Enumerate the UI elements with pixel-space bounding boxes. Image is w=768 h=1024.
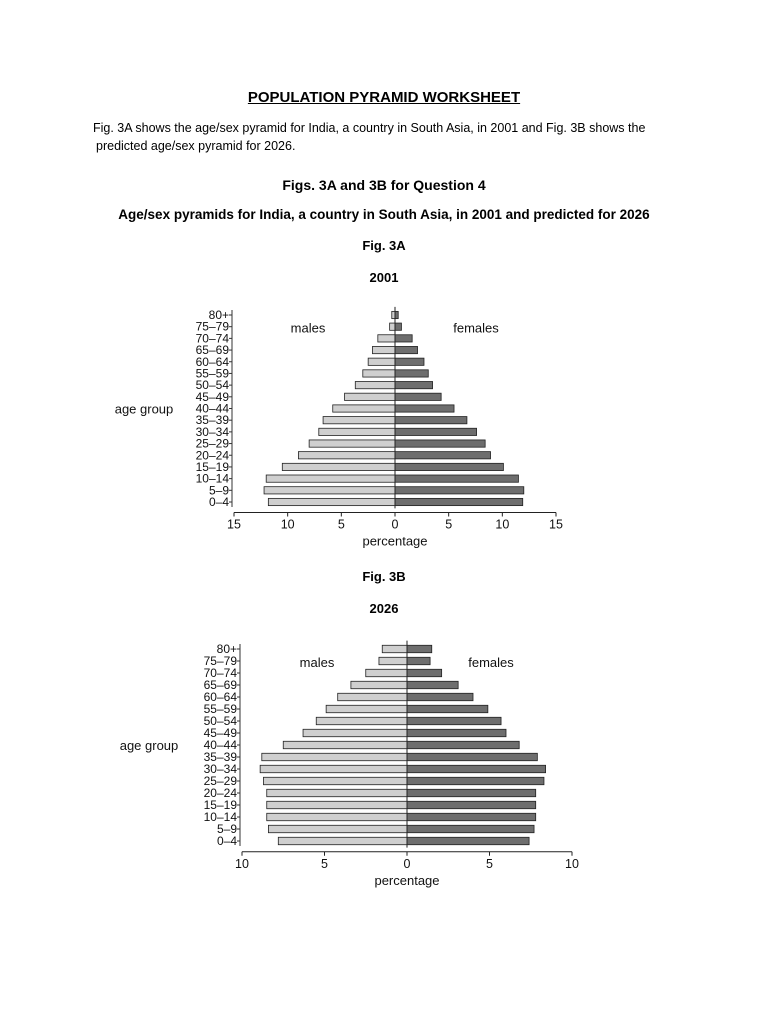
worksheet-title: POPULATION PYRAMID WORKSHEET [247,89,521,106]
female-bar [395,335,412,342]
female-bar [395,382,433,389]
age-group-label: 70–74 [195,331,229,346]
female-bar [395,487,524,494]
male-bar [368,358,395,365]
male-bar [355,382,395,389]
age-group-label: 0–4 [216,834,237,848]
male-bar [319,428,395,435]
age-axis-bracket [229,310,232,507]
x-tick-label: 10 [565,856,579,871]
female-bar [395,498,523,505]
female-bar [395,452,491,459]
male-bar [260,765,407,772]
age-group-label: 60–64 [203,690,237,704]
x-axis-label: percentage [362,533,428,549]
age-group-label: 50–54 [203,714,237,728]
age-group-label: 35–39 [195,413,229,428]
female-bar [407,765,546,772]
female-bar [395,405,454,412]
female-bar [407,681,458,688]
pyramid-chart-2026 [0,636,768,896]
male-bar [298,452,395,459]
female-bar [407,777,544,784]
male-bar [363,370,395,377]
x-tick-label: 10 [280,517,295,532]
age-group-label: 30–34 [195,424,229,439]
pyramid-chart-2001 [0,300,768,560]
age-group-label: 40–44 [195,401,229,416]
age-group-label: 10–14 [195,471,229,486]
age-group-label: 65–69 [203,678,237,692]
age-group-label: 60–64 [195,354,229,369]
x-tick-label: 10 [495,517,510,532]
age-group-label: 15–19 [195,459,229,474]
female-bar [395,428,477,435]
male-bar [379,657,407,664]
female-bar [407,717,501,724]
females-label: females [468,655,514,670]
male-bar [268,825,407,832]
female-bar [395,393,441,400]
x-tick-label: 0 [403,856,411,871]
female-bar [407,753,537,760]
x-tick-label: 5 [445,517,453,532]
fig-3b-label: Fig. 3B [362,569,406,584]
male-bar [282,463,395,470]
females-label: females [453,320,499,336]
male-bar [316,717,407,724]
age-group-label: 55–59 [203,702,237,716]
male-bar [263,777,407,784]
female-bar [407,729,506,736]
age-group-label: 10–14 [203,810,237,824]
female-bar [407,801,536,808]
male-bar [345,393,395,400]
age-group-label: 50–54 [195,378,229,393]
female-bar [407,645,432,652]
male-bar [278,837,407,844]
age-group-label: 45–49 [195,389,229,404]
fig-3a-year: 2001 [369,270,399,285]
intro-paragraph: Fig. 3A shows the age/sex pyramid for India, a country in South Asia, in 2001 and Fig. 3B shows the predicted age/sex pyramid for 2026. [93,121,646,153]
age-group-label: 40–44 [203,738,237,752]
age-axis-bracket [237,644,240,846]
female-bar [407,789,536,796]
age-group-label: 30–34 [203,762,237,776]
male-bar [309,440,395,447]
female-bar [395,417,467,424]
x-tick-label: 0 [391,517,399,532]
female-bar [407,693,473,700]
male-bar [262,753,407,760]
age-group-label: 65–69 [195,343,229,358]
y-axis-label: age group [119,738,179,753]
x-tick-label: 5 [486,856,493,871]
male-bar [266,475,395,482]
male-bar [333,405,395,412]
x-tick-label: 15 [227,517,241,532]
female-bar [395,475,518,482]
age-group-label: 35–39 [203,750,237,764]
age-group-label: 0–4 [208,495,229,509]
age-group-label: 5–9 [208,483,229,498]
male-bar [283,741,407,748]
female-bar [407,741,519,748]
age-group-label: 20–24 [203,786,237,800]
female-bar [395,463,503,470]
male-bar [372,346,395,353]
males-label: males [299,655,335,670]
male-bar [264,487,395,494]
male-bar [267,789,407,796]
male-bar [338,693,407,700]
female-bar [407,657,430,664]
age-group-label: 25–29 [203,774,237,788]
male-bar [303,729,407,736]
female-bar [395,358,424,365]
female-bar [407,705,488,712]
x-tick-label: 15 [549,517,563,532]
x-axis-label: percentage [374,872,440,888]
male-bar [326,705,407,712]
female-bar [395,323,401,330]
male-bar [378,335,395,342]
age-group-label: 80+ [208,308,229,322]
age-group-label: 15–19 [203,798,237,812]
male-bar [268,498,395,505]
x-tick-label: 5 [337,517,345,532]
y-axis-label: age group [114,401,174,417]
age-group-label: 55–59 [195,366,229,381]
figures-subheading: Age/sex pyramids for India, a country in South Asia, in 2001 and predicted for 2026 [118,207,650,222]
female-bar [407,825,534,832]
age-group-label: 45–49 [203,726,237,740]
age-group-label: 75–79 [195,319,229,334]
female-bar [395,440,485,447]
age-group-label: 70–74 [203,666,237,680]
male-bar [366,669,407,676]
male-bar [351,681,407,688]
age-group-label: 75–79 [203,654,237,668]
male-bar [390,323,395,330]
age-group-label: 20–24 [195,448,229,463]
male-bar [267,801,407,808]
fig-3a-label: Fig. 3A [362,238,406,253]
male-bar [267,813,407,820]
male-bar [382,645,407,652]
female-bar [395,370,428,377]
female-bar [407,669,442,676]
age-group-label: 5–9 [216,822,237,836]
x-tick-label: 10 [235,856,249,871]
figures-heading: Figs. 3A and 3B for Question 4 [282,177,486,193]
female-bar [407,837,529,844]
female-bar [407,813,536,820]
fig-3b-year: 2026 [369,601,399,616]
males-label: males [290,320,326,336]
age-group-label: 25–29 [195,436,229,451]
x-tick-label: 5 [321,856,328,871]
female-bar [395,346,418,353]
age-group-label: 80+ [216,642,237,656]
male-bar [323,417,395,424]
